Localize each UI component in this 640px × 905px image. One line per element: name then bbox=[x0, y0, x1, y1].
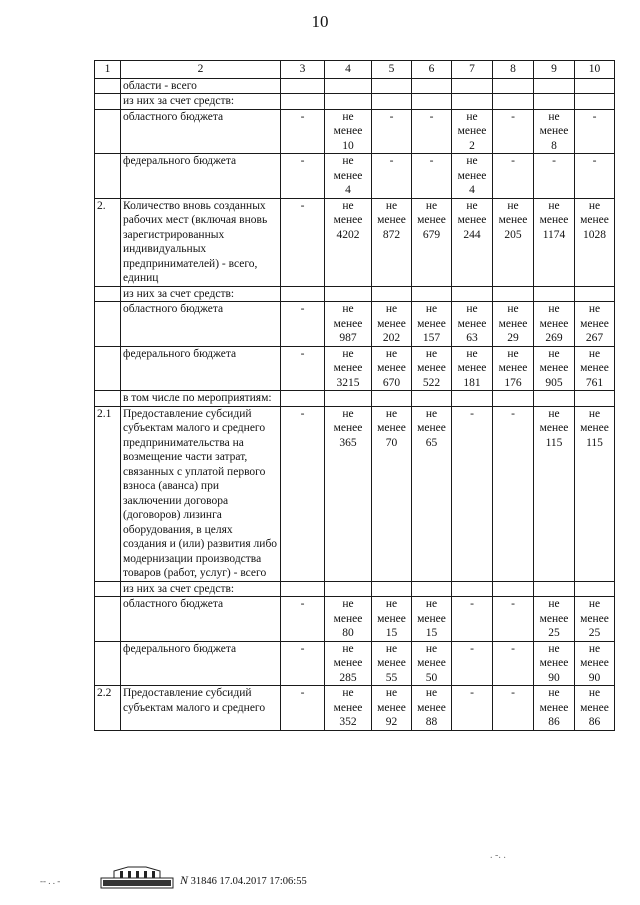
signature-mark: N bbox=[180, 873, 189, 887]
value-cell bbox=[534, 346, 575, 391]
value-cell bbox=[325, 581, 372, 597]
header-cell: 7 bbox=[452, 61, 493, 79]
row-label: из них за счет средств: bbox=[121, 286, 281, 302]
value-cell bbox=[452, 286, 493, 302]
header-cell: 5 bbox=[372, 61, 412, 79]
value-cell bbox=[325, 346, 372, 391]
cell-value: не менее 202 bbox=[377, 303, 406, 344]
value-cell bbox=[412, 597, 452, 642]
value-cell bbox=[493, 109, 534, 154]
value-cell bbox=[372, 286, 412, 302]
row-label: Предоставление субсидий субъектам малого и среднего bbox=[121, 686, 281, 731]
value-cell bbox=[575, 686, 615, 731]
value-cell bbox=[372, 78, 412, 94]
value-cell bbox=[325, 391, 372, 407]
value-cell bbox=[281, 391, 325, 407]
cell-value: - bbox=[389, 110, 394, 123]
cell-value: не менее 4202 bbox=[333, 199, 363, 241]
value-cell bbox=[325, 641, 372, 686]
value-cell bbox=[534, 597, 575, 642]
cell-value: - bbox=[511, 642, 515, 655]
value-cell bbox=[493, 686, 534, 731]
value-cell bbox=[493, 286, 534, 302]
value-cell bbox=[412, 109, 452, 154]
value-cell bbox=[575, 198, 615, 286]
cell-value: не менее 115 bbox=[580, 407, 609, 449]
row-label: Предоставление субсидий субъектам малого и среднего предпринимательства на возмещение части затрат, связанных с уплатой первого взноса (аванса) при заключении договора (договоров) лизинга оборудования, в целях создания и (или) развития либо модернизации производства товаров (работ, услуг) - всего bbox=[121, 406, 281, 581]
cell-value: - bbox=[300, 199, 305, 212]
value-cell bbox=[575, 78, 615, 94]
cell-value: - bbox=[592, 155, 597, 167]
table-row bbox=[95, 406, 615, 581]
value-cell bbox=[534, 109, 575, 154]
row-number bbox=[95, 597, 121, 642]
cell-value: не менее 761 bbox=[580, 347, 609, 389]
row-number: 2. bbox=[95, 198, 121, 286]
value-cell bbox=[372, 94, 412, 110]
cell-value: - bbox=[470, 687, 474, 699]
value-cell bbox=[281, 198, 325, 286]
cell-value: не менее 115 bbox=[539, 407, 569, 449]
registration-stamp-icon bbox=[100, 864, 174, 890]
value-cell bbox=[575, 641, 615, 686]
cell-value: не менее 244 bbox=[457, 199, 487, 241]
value-cell bbox=[281, 641, 325, 686]
value-cell bbox=[534, 78, 575, 94]
row-number bbox=[95, 346, 121, 391]
value-cell bbox=[452, 597, 493, 642]
value-cell bbox=[575, 109, 615, 154]
cell-value: - bbox=[300, 642, 305, 655]
registration-text: 31846 17.04.2017 17:06:55 bbox=[190, 876, 307, 887]
cell-value: не менее 2 bbox=[457, 110, 487, 152]
row-number bbox=[95, 154, 121, 199]
value-cell bbox=[281, 302, 325, 347]
value-cell bbox=[325, 286, 372, 302]
value-cell bbox=[452, 154, 493, 199]
value-cell bbox=[372, 391, 412, 407]
value-cell bbox=[452, 302, 493, 347]
value-cell bbox=[325, 78, 372, 94]
value-cell bbox=[372, 597, 412, 642]
table-row bbox=[95, 154, 615, 199]
value-cell bbox=[493, 302, 534, 347]
header-cell: 3 bbox=[281, 61, 325, 79]
value-cell bbox=[534, 686, 575, 731]
cell-value: не менее 905 bbox=[539, 347, 569, 389]
cell-value: не менее 1174 bbox=[539, 199, 569, 241]
row-label: областного бюджета bbox=[121, 109, 281, 154]
row-number bbox=[95, 391, 121, 407]
value-cell bbox=[281, 406, 325, 581]
table-row bbox=[95, 346, 615, 391]
cell-value: не менее 50 bbox=[417, 642, 446, 684]
row-label: из них за счет средств: bbox=[121, 581, 281, 597]
table-row bbox=[95, 581, 615, 597]
cell-value: - bbox=[300, 687, 305, 699]
value-cell bbox=[493, 641, 534, 686]
value-cell bbox=[493, 346, 534, 391]
row-label: федерального бюджета bbox=[121, 641, 281, 686]
row-number bbox=[95, 641, 121, 686]
cell-value: не менее 70 bbox=[377, 407, 406, 449]
value-cell bbox=[534, 406, 575, 581]
row-number bbox=[95, 581, 121, 597]
value-cell bbox=[493, 154, 534, 199]
value-cell bbox=[575, 406, 615, 581]
cell-value: не менее 65 bbox=[417, 407, 446, 449]
value-cell bbox=[493, 94, 534, 110]
value-cell bbox=[452, 346, 493, 391]
header-cell: 4 bbox=[325, 61, 372, 79]
table-row bbox=[95, 641, 615, 686]
cell-value: не менее 3215 bbox=[333, 347, 363, 389]
value-cell bbox=[412, 391, 452, 407]
cell-value: - bbox=[511, 155, 515, 167]
cell-value: не менее 25 bbox=[580, 598, 609, 639]
value-cell bbox=[372, 198, 412, 286]
row-number: 2.1 bbox=[95, 406, 121, 581]
row-number bbox=[95, 78, 121, 94]
value-cell bbox=[412, 286, 452, 302]
value-cell bbox=[493, 597, 534, 642]
cell-value: не менее 176 bbox=[498, 347, 528, 389]
row-label: областного бюджета bbox=[121, 302, 281, 347]
value-cell bbox=[372, 154, 412, 199]
cell-value: не менее 15 bbox=[377, 598, 406, 639]
value-cell bbox=[412, 641, 452, 686]
row-label: из них за счет средств: bbox=[121, 94, 281, 110]
cell-value: не менее 90 bbox=[539, 642, 569, 684]
cell-value: не менее 55 bbox=[377, 642, 406, 684]
value-cell bbox=[281, 154, 325, 199]
cell-value: не менее 670 bbox=[377, 347, 406, 389]
value-cell bbox=[281, 597, 325, 642]
value-cell bbox=[372, 406, 412, 581]
row-number bbox=[95, 302, 121, 347]
value-cell bbox=[412, 581, 452, 597]
row-label: в том числе по мероприятиям: bbox=[121, 391, 281, 407]
value-cell bbox=[452, 198, 493, 286]
cell-value: - bbox=[470, 598, 474, 610]
cell-value: - bbox=[511, 598, 515, 610]
registration-number bbox=[180, 873, 307, 888]
value-cell bbox=[452, 641, 493, 686]
header-cell: 2 bbox=[121, 61, 281, 79]
header-cell: 9 bbox=[534, 61, 575, 79]
cell-value: не менее 181 bbox=[457, 347, 487, 389]
value-cell bbox=[534, 154, 575, 199]
cell-value: не менее 29 bbox=[498, 303, 528, 344]
value-cell bbox=[372, 641, 412, 686]
table-row bbox=[95, 286, 615, 302]
value-cell bbox=[372, 686, 412, 731]
cell-value: - bbox=[511, 110, 515, 123]
cell-value: не менее 10 bbox=[333, 110, 363, 152]
header-cell: 8 bbox=[493, 61, 534, 79]
cell-value: не менее 88 bbox=[417, 687, 446, 728]
cell-value: не менее 63 bbox=[457, 303, 487, 344]
value-cell bbox=[493, 78, 534, 94]
table-row bbox=[95, 597, 615, 642]
value-cell bbox=[325, 597, 372, 642]
cell-value: не менее 987 bbox=[333, 303, 363, 344]
table-row bbox=[95, 391, 615, 407]
table-row bbox=[95, 94, 615, 110]
value-cell bbox=[452, 406, 493, 581]
value-cell bbox=[534, 391, 575, 407]
table-body bbox=[95, 78, 615, 730]
value-cell bbox=[412, 302, 452, 347]
cell-value: не менее 157 bbox=[417, 303, 446, 344]
value-cell bbox=[412, 198, 452, 286]
cell-value: - bbox=[300, 407, 305, 420]
value-cell bbox=[325, 154, 372, 199]
row-label: федерального бюджета bbox=[121, 154, 281, 199]
cell-value: - bbox=[429, 155, 434, 167]
value-cell bbox=[493, 406, 534, 581]
value-cell bbox=[372, 109, 412, 154]
value-cell bbox=[452, 686, 493, 731]
row-label: федерального бюджета bbox=[121, 346, 281, 391]
table-row bbox=[95, 686, 615, 731]
value-cell bbox=[325, 686, 372, 731]
value-cell bbox=[412, 78, 452, 94]
value-cell bbox=[372, 581, 412, 597]
header-cell: 6 bbox=[412, 61, 452, 79]
value-cell bbox=[534, 198, 575, 286]
header-row bbox=[95, 61, 615, 79]
cell-value: не менее 92 bbox=[377, 687, 406, 728]
value-cell bbox=[281, 581, 325, 597]
value-cell bbox=[412, 686, 452, 731]
scan-mark-left: -- . . - bbox=[40, 876, 61, 886]
cell-value: не менее 285 bbox=[333, 642, 363, 684]
table-row bbox=[95, 109, 615, 154]
value-cell bbox=[575, 581, 615, 597]
cell-value: не менее 205 bbox=[498, 199, 528, 241]
value-cell bbox=[281, 346, 325, 391]
cell-value: не менее 872 bbox=[377, 199, 406, 241]
value-cell bbox=[534, 641, 575, 686]
cell-value: - bbox=[300, 155, 305, 167]
cell-value: не менее 267 bbox=[580, 303, 609, 344]
cell-value: - bbox=[592, 110, 597, 123]
cell-value: не менее 352 bbox=[333, 687, 363, 728]
row-label: Количество вновь созданных рабочих мест (включая вновь зарегистрированных индивидуальных предпринимателей) - всего, единиц bbox=[121, 198, 281, 286]
value-cell bbox=[325, 94, 372, 110]
value-cell bbox=[534, 286, 575, 302]
value-cell bbox=[575, 94, 615, 110]
value-cell bbox=[325, 198, 372, 286]
value-cell bbox=[372, 302, 412, 347]
value-cell bbox=[575, 597, 615, 642]
value-cell bbox=[575, 302, 615, 347]
value-cell bbox=[325, 406, 372, 581]
row-number bbox=[95, 94, 121, 110]
value-cell bbox=[281, 109, 325, 154]
value-cell bbox=[412, 154, 452, 199]
cell-value: не менее 1028 bbox=[580, 199, 609, 241]
cell-value: - bbox=[389, 155, 394, 167]
scan-mark-right: . -. . bbox=[490, 850, 506, 861]
indicators-table bbox=[94, 60, 615, 731]
cell-value: - bbox=[470, 407, 474, 420]
cell-value: не менее 90 bbox=[580, 642, 609, 684]
value-cell bbox=[534, 94, 575, 110]
value-cell bbox=[534, 302, 575, 347]
value-cell bbox=[452, 94, 493, 110]
row-label: областного бюджета bbox=[121, 597, 281, 642]
cell-value: - bbox=[300, 110, 305, 123]
row-number: 2.2 bbox=[95, 686, 121, 731]
value-cell bbox=[372, 346, 412, 391]
header-cell: 1 bbox=[95, 61, 121, 79]
cell-value: не менее 86 bbox=[539, 687, 569, 728]
value-cell bbox=[452, 391, 493, 407]
cell-value: не менее 365 bbox=[333, 407, 363, 449]
cell-value: не менее 522 bbox=[417, 347, 446, 389]
cell-value: - bbox=[470, 642, 474, 655]
cell-value: - bbox=[552, 155, 556, 167]
value-cell bbox=[575, 346, 615, 391]
row-number bbox=[95, 286, 121, 302]
cell-value: не менее 679 bbox=[417, 199, 446, 241]
value-cell bbox=[412, 94, 452, 110]
cell-value: - bbox=[511, 407, 515, 420]
value-cell bbox=[534, 581, 575, 597]
cell-value: не менее 4 bbox=[333, 155, 363, 196]
header-cell: 10 bbox=[575, 61, 615, 79]
table-row bbox=[95, 198, 615, 286]
table-row bbox=[95, 78, 615, 94]
value-cell bbox=[452, 109, 493, 154]
row-number bbox=[95, 109, 121, 154]
cell-value: - bbox=[511, 687, 515, 699]
cell-value: не менее 8 bbox=[539, 110, 569, 152]
cell-value: не менее 4 bbox=[457, 155, 487, 196]
cell-value: - bbox=[429, 110, 434, 123]
value-cell bbox=[281, 78, 325, 94]
cell-value: - bbox=[300, 347, 305, 360]
value-cell bbox=[493, 581, 534, 597]
value-cell bbox=[412, 406, 452, 581]
value-cell bbox=[493, 198, 534, 286]
value-cell bbox=[493, 391, 534, 407]
cell-value: не менее 15 bbox=[417, 598, 446, 639]
value-cell bbox=[575, 154, 615, 199]
page-number: 10 bbox=[311, 12, 329, 31]
value-cell bbox=[281, 286, 325, 302]
value-cell bbox=[325, 109, 372, 154]
row-label: области - всего bbox=[121, 78, 281, 94]
footer bbox=[40, 850, 600, 894]
value-cell bbox=[575, 286, 615, 302]
cell-value: не менее 25 bbox=[539, 598, 569, 639]
cell-value: не менее 269 bbox=[539, 303, 569, 344]
value-cell bbox=[452, 581, 493, 597]
value-cell bbox=[452, 78, 493, 94]
value-cell bbox=[325, 302, 372, 347]
table-row bbox=[95, 302, 615, 347]
cell-value: не менее 86 bbox=[580, 687, 609, 728]
cell-value: - bbox=[300, 598, 305, 610]
value-cell bbox=[412, 346, 452, 391]
cell-value: - bbox=[300, 303, 305, 315]
cell-value: не менее 80 bbox=[333, 598, 363, 639]
value-cell bbox=[575, 391, 615, 407]
value-cell bbox=[281, 94, 325, 110]
value-cell bbox=[281, 686, 325, 731]
